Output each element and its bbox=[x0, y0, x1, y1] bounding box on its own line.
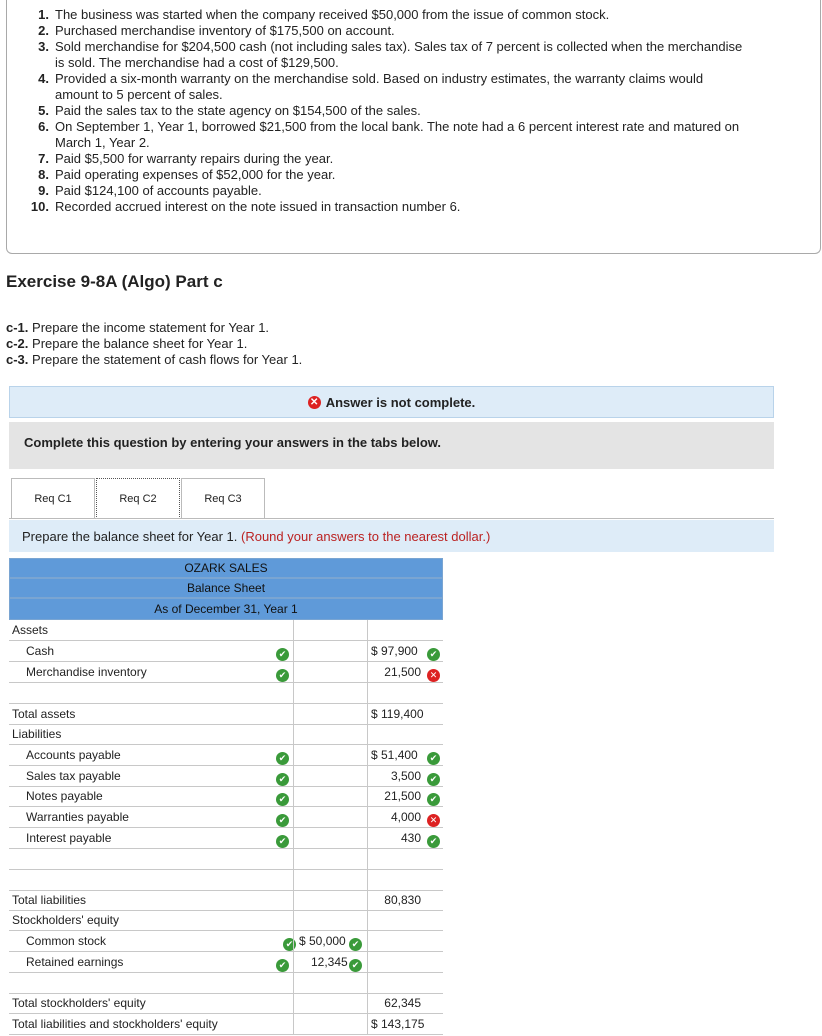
common-stock-amount[interactable]: $ 50,000 bbox=[299, 934, 346, 948]
table-row bbox=[9, 641, 443, 662]
item-text: Recorded accrued interest on the note issued in transaction number 6. bbox=[55, 199, 461, 214]
row-label: Stockholders' equity bbox=[12, 913, 120, 927]
table-row bbox=[9, 870, 443, 891]
item-number: 3. bbox=[38, 39, 49, 54]
rounding-note: (Round your answers to the nearest dollar.) bbox=[241, 529, 491, 544]
table-row bbox=[9, 620, 443, 641]
check-icon: ✔ bbox=[427, 752, 440, 765]
item-number: 1. bbox=[38, 7, 49, 22]
row-label[interactable]: Retained earnings bbox=[26, 955, 124, 969]
row-label: Total assets bbox=[12, 707, 76, 721]
total-assets-amount: $ 119,400 bbox=[371, 707, 424, 721]
table-row bbox=[9, 745, 443, 766]
table-row bbox=[9, 849, 443, 870]
row-label: Assets bbox=[12, 623, 49, 637]
check-icon: ✔ bbox=[427, 793, 440, 806]
row-label[interactable]: Accounts payable bbox=[26, 748, 121, 762]
table-row bbox=[9, 807, 443, 828]
table-row bbox=[9, 910, 443, 931]
row-label: Total liabilities bbox=[12, 893, 87, 907]
table-row bbox=[9, 931, 443, 952]
total-liabilities-amount: 80,830 bbox=[384, 893, 421, 907]
item-text: The business was started when the company received $50,000 from the issue of common stock. bbox=[55, 7, 610, 22]
sales-tax-payable-amount[interactable]: 3,500 bbox=[390, 769, 421, 783]
inventory-amount[interactable]: 21,500 bbox=[384, 665, 421, 679]
check-icon: ✔ bbox=[276, 669, 289, 682]
item-text: amount to 5 percent of sales. bbox=[55, 87, 223, 102]
table-row bbox=[9, 766, 443, 787]
total-liabilities-equity-amount: $ 143,175 bbox=[371, 1017, 425, 1031]
check-icon: ✔ bbox=[349, 959, 362, 972]
table-row bbox=[9, 662, 443, 683]
row-label[interactable]: Sales tax payable bbox=[26, 769, 121, 783]
item-text: Paid the sales tax to the state agency on $154,500 of the sales. bbox=[55, 103, 421, 118]
check-icon: ✔ bbox=[276, 814, 289, 827]
check-icon: ✔ bbox=[427, 773, 440, 786]
table-row bbox=[9, 786, 443, 807]
row-label: Liabilities bbox=[12, 727, 62, 741]
item-text: Paid $5,500 for warranty repairs during the year. bbox=[55, 151, 334, 166]
check-icon: ✔ bbox=[276, 835, 289, 848]
row-label[interactable]: Warranties payable bbox=[26, 810, 129, 824]
item-text: Paid $124,100 of accounts payable. bbox=[55, 183, 262, 198]
banner-text: Answer is not complete. bbox=[325, 394, 476, 410]
row-label[interactable]: Merchandise inventory bbox=[26, 665, 147, 679]
interest-payable-amount[interactable]: 430 bbox=[400, 831, 421, 845]
item-text: Sold merchandise for $204,500 cash (not including sales tax). Sales tax of 7 percent is collected when the merchandise bbox=[55, 39, 743, 54]
tab-req-c3[interactable]: Req C3 bbox=[181, 478, 265, 519]
exercise-title: Exercise 9-8A (Algo) Part c bbox=[6, 272, 223, 291]
table-row bbox=[9, 724, 443, 745]
check-icon: ✔ bbox=[427, 648, 440, 661]
statement-title: Balance Sheet bbox=[9, 578, 443, 598]
item-number: 7. bbox=[38, 151, 49, 166]
row-label[interactable]: Interest payable bbox=[26, 831, 112, 845]
item-text: is sold. The merchandise had a cost of $129,500. bbox=[55, 55, 339, 70]
row-label: Total liabilities and stockholders' equity bbox=[12, 1017, 218, 1031]
instructions-bar: Complete this question by entering your answers in the tabs below. bbox=[9, 422, 774, 469]
total-equity-amount: 62,345 bbox=[384, 996, 421, 1010]
tab-req-c2[interactable]: Req C2 bbox=[96, 478, 180, 519]
check-icon: ✔ bbox=[276, 752, 289, 765]
item-number: 9. bbox=[38, 183, 49, 198]
answer-status-banner bbox=[9, 386, 774, 418]
table-row bbox=[9, 683, 443, 704]
statement-date: As of December 31, Year 1 bbox=[9, 598, 443, 620]
row-label[interactable]: Common stock bbox=[26, 934, 107, 948]
table-row bbox=[9, 890, 443, 911]
table-row bbox=[9, 828, 443, 849]
item-text: Paid operating expenses of $52,000 for the year. bbox=[55, 167, 336, 182]
x-circle-icon: ✕ bbox=[308, 396, 321, 409]
item-text: Purchased merchandise inventory of $175,500 on account. bbox=[55, 23, 395, 38]
item-number: 6. bbox=[38, 119, 49, 134]
question-instruction bbox=[9, 520, 774, 552]
warranties-payable-amount[interactable]: 4,000 bbox=[390, 810, 421, 824]
tab-divider bbox=[9, 518, 774, 519]
check-icon: ✔ bbox=[276, 648, 289, 661]
check-icon: ✔ bbox=[276, 793, 289, 806]
item-number: 10. bbox=[30, 199, 49, 214]
instruction-text: Prepare the balance sheet for Year 1. bbox=[22, 529, 241, 544]
requirement-item: c-3. Prepare the statement of cash flows for Year 1. bbox=[6, 352, 303, 367]
table-row bbox=[9, 704, 443, 725]
row-label[interactable]: Notes payable bbox=[26, 789, 103, 803]
cash-amount[interactable]: $ 97,900 bbox=[371, 644, 418, 658]
item-text: On September 1, Year 1, borrowed $21,500 from the local bank. The note had a 6 percent interest rate and matured on bbox=[55, 119, 740, 134]
check-icon: ✔ bbox=[276, 959, 289, 972]
item-text: Provided a six-month warranty on the merchandise sold. Based on industry estimates, the warranty claims would bbox=[55, 71, 704, 86]
x-circle-icon: ✕ bbox=[427, 814, 440, 827]
check-icon: ✔ bbox=[276, 773, 289, 786]
check-icon: ✔ bbox=[427, 835, 440, 848]
x-circle-icon: ✕ bbox=[427, 669, 440, 682]
notes-payable-amount[interactable]: 21,500 bbox=[384, 789, 421, 803]
table-row bbox=[9, 1014, 443, 1035]
tab-req-c1[interactable]: Req C1 bbox=[11, 478, 95, 519]
accounts-payable-amount[interactable]: $ 51,400 bbox=[371, 748, 418, 762]
table-row bbox=[9, 993, 443, 1014]
requirement-item: c-2. Prepare the balance sheet for Year 1. bbox=[6, 336, 248, 351]
row-label: Total stockholders' equity bbox=[12, 996, 146, 1010]
item-number: 2. bbox=[38, 23, 49, 38]
item-number: 8. bbox=[38, 167, 49, 182]
table-row bbox=[9, 952, 443, 973]
retained-earnings-amount[interactable]: 12,345 bbox=[311, 955, 348, 969]
item-text: March 1, Year 2. bbox=[55, 135, 150, 150]
requirement-item: c-1. Prepare the income statement for Year 1. bbox=[6, 320, 270, 335]
table-row bbox=[9, 973, 443, 994]
company-name: OZARK SALES bbox=[9, 558, 443, 578]
transactions-box bbox=[6, 0, 821, 254]
item-number: 4. bbox=[38, 71, 49, 86]
check-icon: ✔ bbox=[283, 938, 296, 951]
item-number: 5. bbox=[38, 103, 49, 118]
check-icon: ✔ bbox=[349, 938, 362, 951]
row-label[interactable]: Cash bbox=[26, 644, 55, 658]
